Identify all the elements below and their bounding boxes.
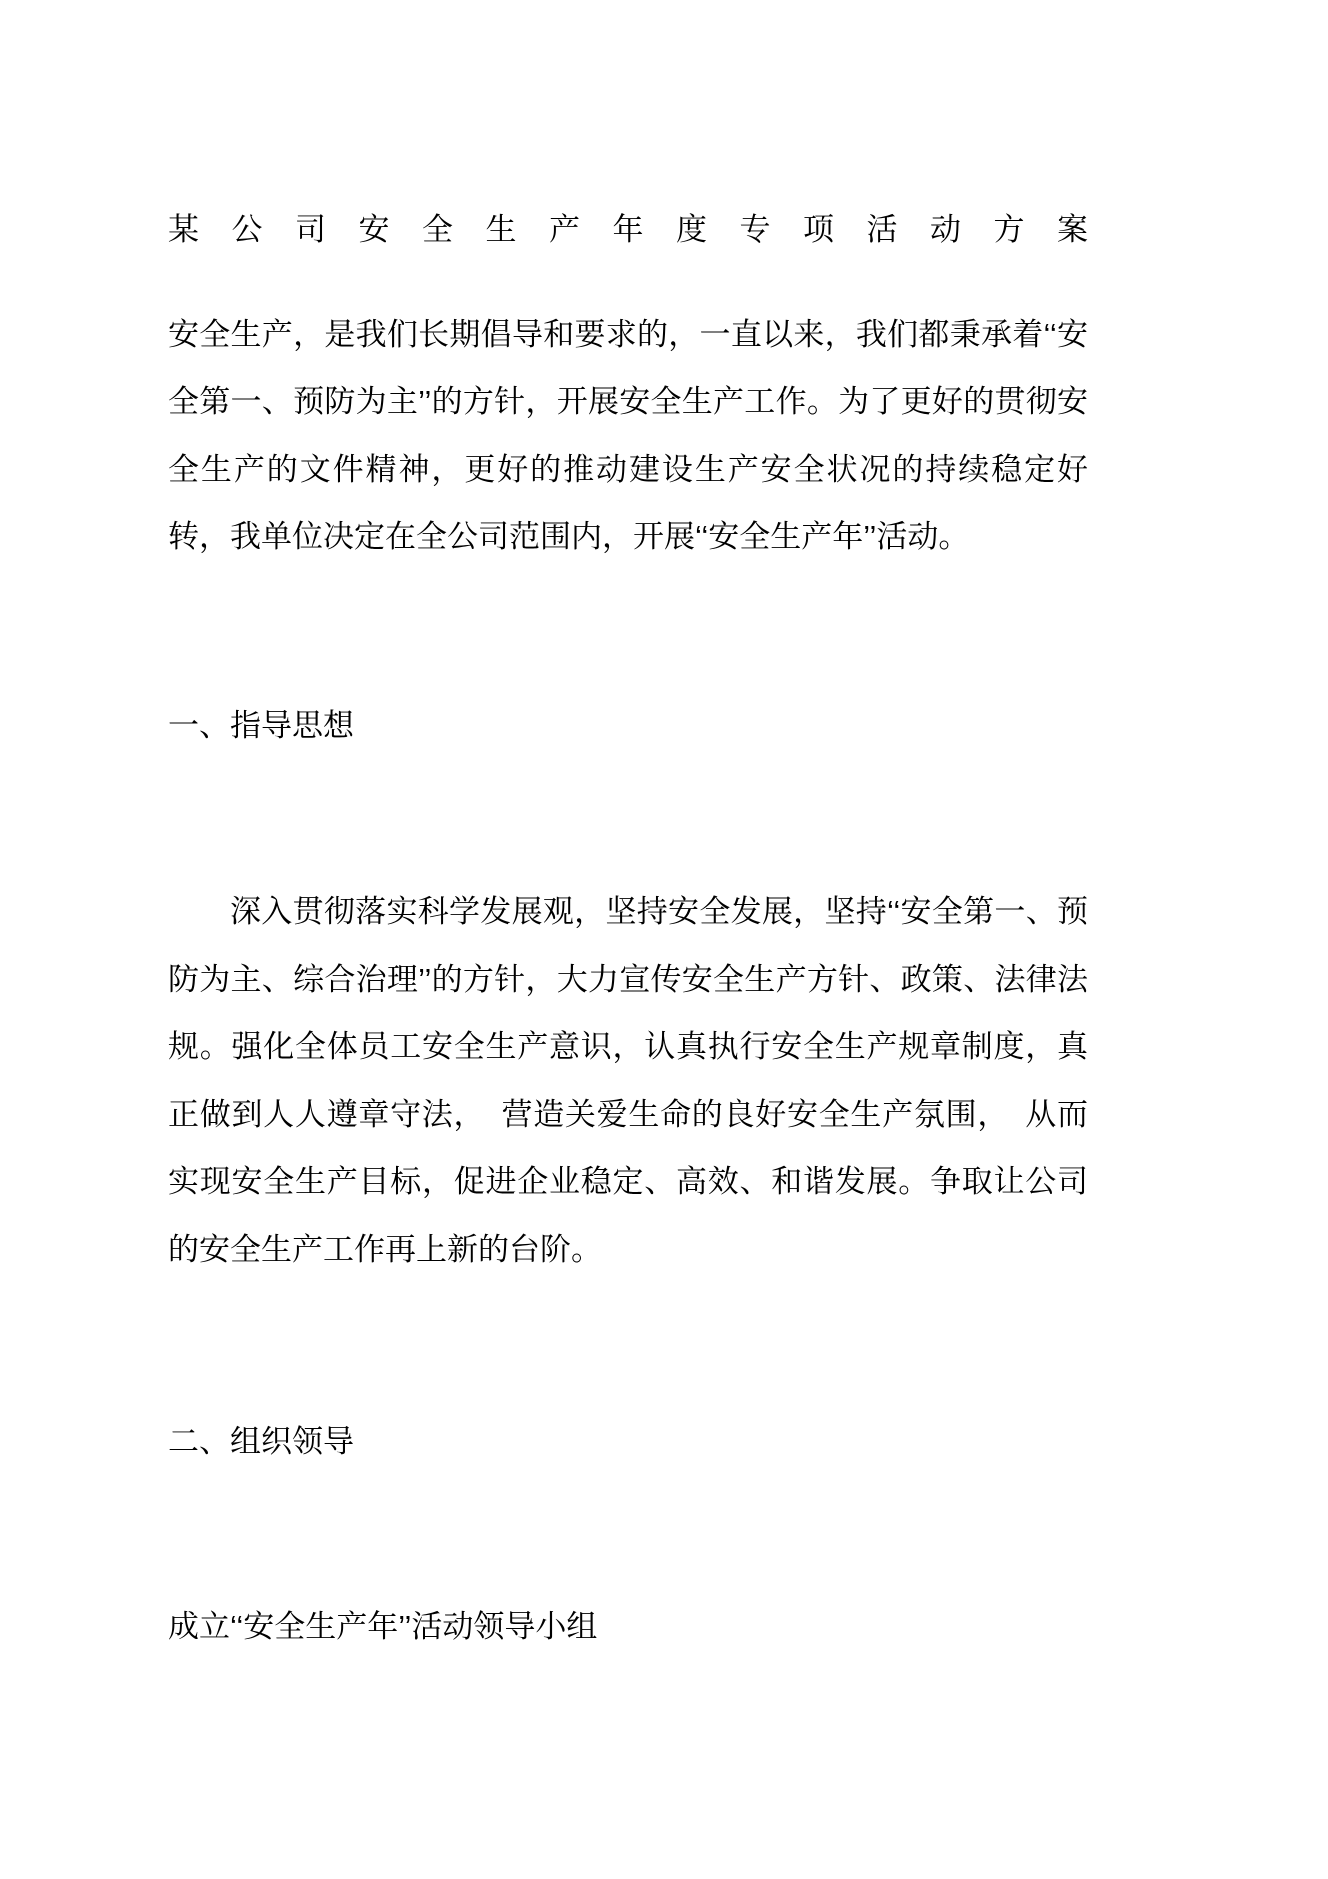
document-title: 某 公 司 安 全 生 产 年 度 专 项 活 动 方 案 bbox=[168, 212, 1088, 247]
leading-group-line: 成立‘‘安全生产年’’活动领导小组 bbox=[168, 1608, 598, 1644]
guiding-ideology-paragraph: 深入贯彻落实科学发展观，坚持安全发展，坚持‘‘安全第一、预防为主、综合治理’’的方针，大力宣传安全生产方针、政策、法律法规。强化全体员工安全生产意识，认真执行安全生产规章制度，真正做到人人遵章守法， 营造关爱生命的良好安全生产氛围， 从而实现安全生产目标，促进企业稳定、高效、和谐发展。争取让公司的安全生产工作再上新的台阶。 bbox=[168, 894, 1088, 1267]
intro-paragraph: 安全生产，是我们长期倡导和要求的，一直以来，我们都秉承着‘‘安全第一、预防为主’’的方针，开展安全生产工作。为了更好的贯彻安全生产的文件精神，更好的推动建设生产安全状况的持续稳定好转，我单位决定在全公司范围内，开展‘‘安全生产年’’活动。 bbox=[168, 316, 1088, 554]
section-heading-guiding-ideology: 一、指导思想 bbox=[168, 707, 354, 743]
section-heading-organization-leadership: 二、组织领导 bbox=[168, 1424, 354, 1459]
